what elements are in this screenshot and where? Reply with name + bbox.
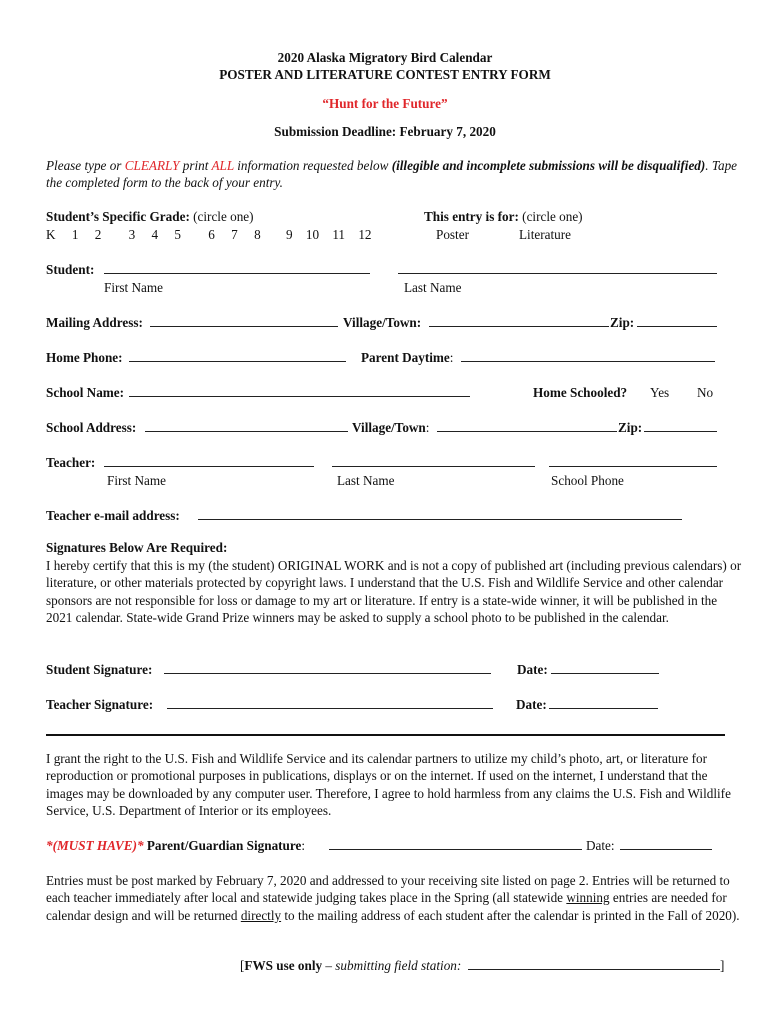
contest-theme: “Hunt for the Future” [322, 96, 448, 111]
parent-signature-label: *(MUST HAVE)* Parent/Guardian Signature: [46, 838, 306, 853]
village-town-field[interactable] [429, 315, 609, 331]
grade-2[interactable]: 2 [94, 227, 102, 242]
student-signature-field[interactable] [164, 662, 491, 678]
certification-text: I hereby certify that this is my (the student) ORIGINAL WORK and is not a copy of published art (including previous calendars) or literature, or other materials protected by copyright laws. I understand that the U.S. Fish and Wildlife Service and other calendar sponsors are not responsible for loss or damage to my art or literature. If entry is a state-wide winner, it will be published in the 2021 calendar. State-wide Grand Prize winners may be asked to supply a school photo to be published in the calendar. [46, 558, 742, 626]
teacher-signature-label: Teacher Signature: [46, 697, 154, 712]
school-name-field[interactable] [129, 385, 470, 401]
fws-field-station-field[interactable]: ] [468, 958, 724, 974]
school-name-label: School Name: [46, 385, 125, 400]
student-date-label: Date: [517, 662, 548, 677]
student-signature-label: Student Signature: [46, 662, 153, 677]
grade-11[interactable]: 11 [332, 227, 346, 242]
school-village-town-field[interactable] [437, 420, 617, 436]
parent-date-field[interactable] [620, 838, 712, 854]
entry-option-literature[interactable]: Literature [519, 227, 571, 242]
grade-k[interactable]: K [46, 227, 56, 242]
mailing-address-label: Mailing Address: [46, 315, 143, 330]
section-divider [46, 734, 725, 736]
teacher-last-name-caption: Last Name [337, 473, 395, 488]
submission-deadline: Submission Deadline: February 7, 2020 [274, 124, 496, 139]
school-phone-field[interactable] [549, 455, 717, 471]
entries-text: Entries must be post marked by February 7, 2020 and addressed to your receiving site listed on page 2. Entries will be returned to each teacher immediately after local and statewide judging takes place in the Spring (all statewide winning entries are needed for calendar design and will be returned directly to the mailing address of each student after the calendar is printed in the Fall of 2020). [46, 873, 740, 923]
student-last-name-field[interactable] [398, 262, 717, 278]
school-address-field[interactable] [145, 420, 348, 436]
grade-9[interactable]: 9 [285, 227, 293, 242]
grade-10[interactable]: 10 [305, 227, 320, 242]
form-subtitle: POSTER AND LITERATURE CONTEST ENTRY FORM [219, 67, 551, 82]
teacher-date-field[interactable] [549, 697, 658, 713]
must-have-label: *(MUST HAVE)* [46, 838, 144, 853]
instructions: Please type or CLEARLY print ALL information requested below (illegible and incomplete submissions will be disqualified). Tape the completed form to the back of your entry. [46, 158, 738, 191]
teacher-date-label: Date: [516, 697, 547, 712]
entry-option-poster[interactable]: Poster [436, 227, 469, 242]
grade-1[interactable]: 1 [71, 227, 79, 242]
student-label: Student: [46, 262, 95, 277]
home-schooled-no[interactable]: No [697, 385, 714, 400]
grade-3[interactable]: 3 [128, 227, 136, 242]
parent-daytime-field[interactable] [461, 350, 715, 366]
home-phone-label: Home Phone: [46, 350, 123, 365]
grade-8[interactable]: 8 [254, 227, 261, 242]
teacher-label: Teacher: [46, 455, 96, 470]
student-first-name-caption: First Name [104, 280, 163, 295]
teacher-first-name-field[interactable] [104, 455, 314, 471]
student-last-name-caption: Last Name [404, 280, 462, 295]
teacher-first-name-caption: First Name [107, 473, 166, 488]
school-village-town-label: Village/Town: [352, 420, 430, 435]
parent-daytime-label: Parent Daytime: [361, 350, 454, 365]
teacher-email-field[interactable] [198, 508, 682, 524]
zip-field[interactable] [637, 315, 717, 331]
home-schooled-yes[interactable]: Yes [650, 385, 670, 400]
home-schooled-label: Home Schooled? [533, 385, 628, 400]
teacher-last-name-field[interactable] [332, 455, 535, 471]
parent-date-label: Date: [586, 838, 615, 853]
grade-6[interactable]: 6 [208, 227, 215, 242]
mailing-address-field[interactable] [150, 315, 338, 331]
signatures-heading: Signatures Below Are Required: [46, 540, 228, 555]
student-date-field[interactable] [551, 662, 659, 678]
grade-7[interactable]: 7 [231, 227, 238, 242]
fws-use-only-label: [FWS use only – submitting field station: [240, 958, 462, 973]
student-first-name-field[interactable] [104, 262, 370, 278]
form-title: 2020 Alaska Migratory Bird Calendar [277, 50, 493, 65]
teacher-email-label: Teacher e-mail address: [46, 508, 180, 523]
parent-signature-field[interactable] [329, 838, 582, 854]
village-town-label: Village/Town: [343, 315, 422, 330]
grade-label: Student’s Specific Grade: (circle one) [46, 209, 254, 224]
school-zip-field[interactable] [644, 420, 717, 436]
zip-label: Zip: [610, 315, 635, 330]
school-address-label: School Address: [46, 420, 137, 435]
school-phone-caption: School Phone [551, 473, 624, 488]
grant-text: I grant the right to the U.S. Fish and Wildlife Service and its calendar partners to utilize my child’s photo, art, or literature for reproduction or promotional purposes in publications, displays or on the internet. If used on the internet, I understand that the images may be downloaded by any computer user. Therefore, I agree to hold harmless from any claims the U.S. Fish and Wildlife Service, U.S. Department of Interior or its employees. [46, 751, 731, 819]
school-zip-label: Zip: [618, 420, 643, 435]
home-phone-field[interactable] [129, 350, 346, 366]
grade-options[interactable] [46, 227, 372, 243]
teacher-signature-field[interactable] [167, 697, 493, 713]
grade-5[interactable]: 5 [174, 227, 181, 242]
grade-4[interactable]: 4 [151, 227, 159, 242]
grade-12[interactable]: 12 [358, 227, 372, 242]
entry-type-label: This entry is for: (circle one) [424, 209, 583, 224]
